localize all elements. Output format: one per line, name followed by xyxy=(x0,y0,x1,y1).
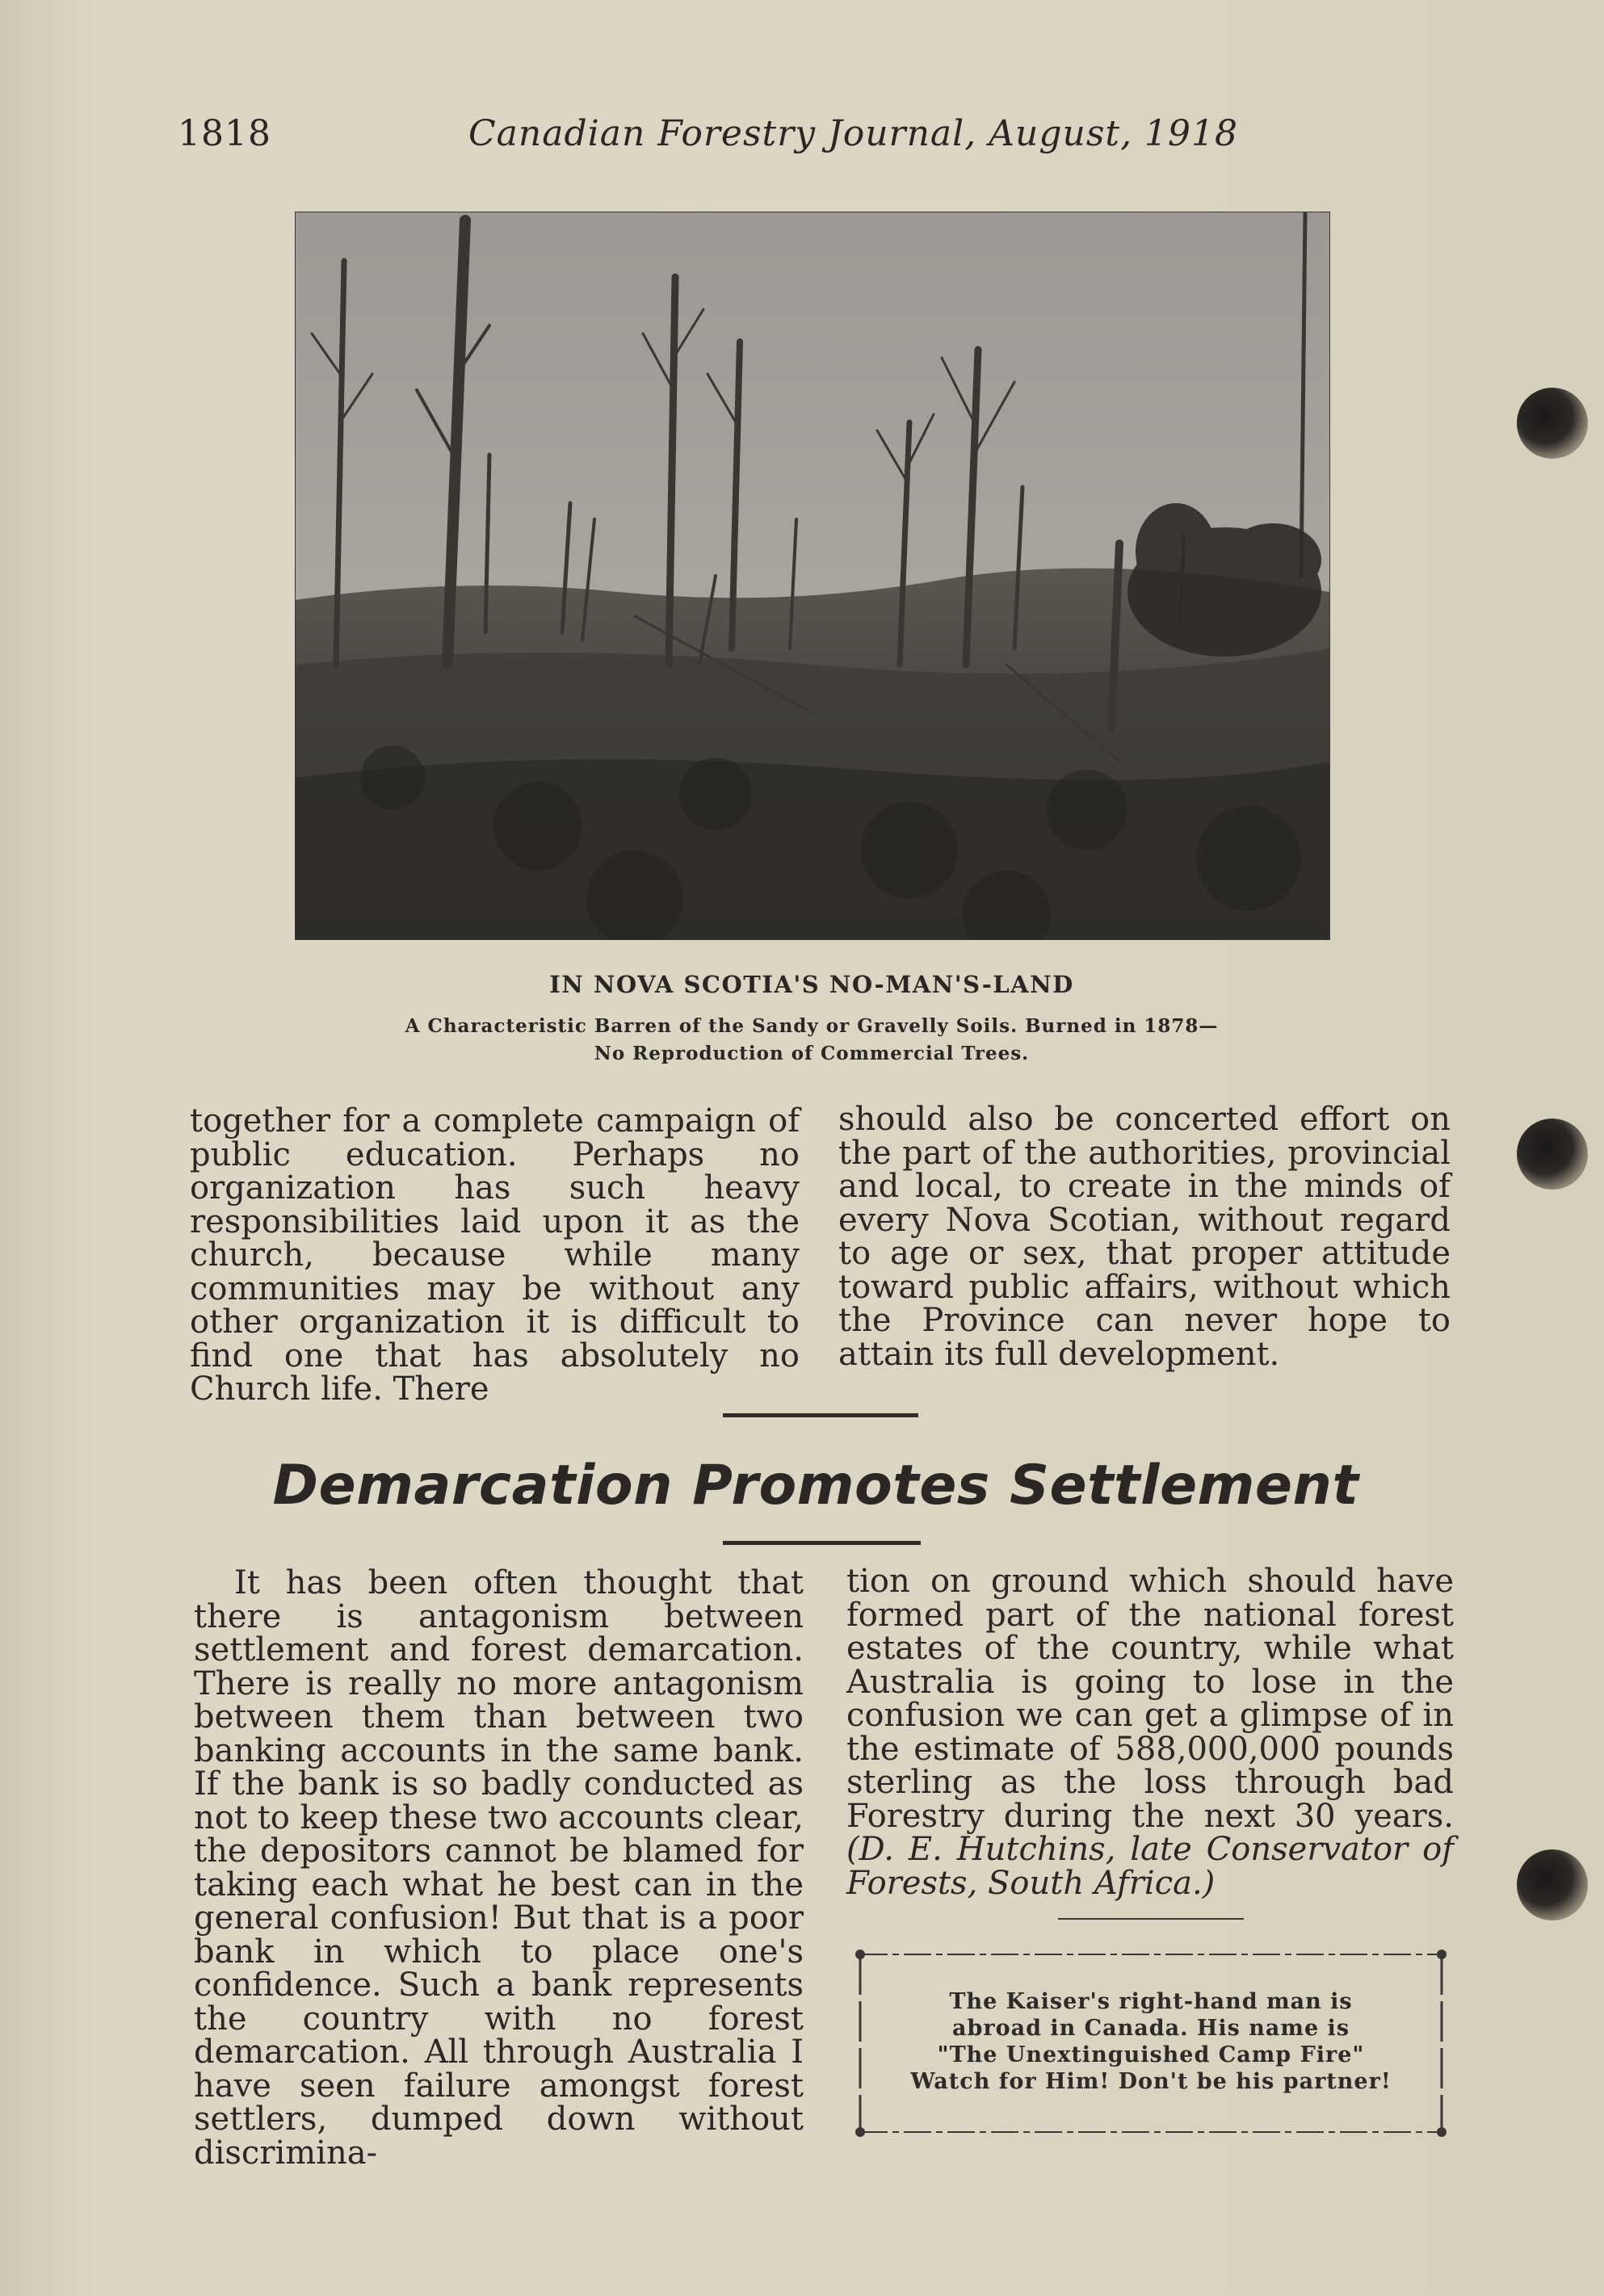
page-number: 1818 xyxy=(178,113,271,154)
caption-line-2: No Reproduction of Commercial Trees. xyxy=(594,1043,1030,1064)
notice-line-3: "The Unextinguished Camp Fire" xyxy=(937,2042,1365,2067)
article1-right-column xyxy=(838,1103,1451,1371)
burned-forest-photo xyxy=(295,212,1330,940)
notice-line-1: The Kaiser's right-hand man is xyxy=(949,1989,1353,2014)
article1-left-column xyxy=(190,1102,800,1408)
photo-illustration xyxy=(296,212,1329,939)
article-headline: Demarcation Promotes Settlement xyxy=(272,1454,1359,1517)
article2-right-paragraph xyxy=(846,1565,1454,1900)
notice-separator xyxy=(1058,1918,1244,1920)
divider-rule-bottom xyxy=(723,1541,921,1545)
article2-left-column xyxy=(194,1564,804,2172)
camp-fire-notice-box xyxy=(852,1946,1450,2140)
article2-left-text: It has been often thought that there is antagonism between settlement and forest demarcation. There is really no more antagonism between them than between two banking accounts in the same bank. If the bank is so badly conducted as not to keep these two accounts clear, the depositors cannot be blamed for taking each what he best can in the general confusion! But that is a poor bank in which to place one's confidence. Such a bank represents the country with no forest demarcation. All through Australia I have seen failure amongst forest settlers, dumped down without discrimina- xyxy=(194,1564,804,2172)
page-header xyxy=(178,113,1438,162)
divider-rule-top xyxy=(723,1413,918,1417)
notice-text xyxy=(884,1988,1417,2095)
caption-line-1: A Characteristic Barren of the Sandy or Gravelly Soils. Burned in 1878— xyxy=(405,1015,1219,1037)
notice-line-2: abroad in Canada. His name is xyxy=(951,2016,1350,2041)
article2-right-text: tion on ground which should have formed part of the national forest estates of the country, while what Australia is going to lose in the confusion we can get a glimpse of in the estimate of 588,000,000 pounds sterling as the loss through bad Forestry during the next 30 years. xyxy=(846,1563,1454,1835)
binder-hole-bottom xyxy=(1517,1849,1588,1920)
photo-caption-title: IN NOVA SCOTIA'S NO-MAN'S-LAND xyxy=(549,971,1074,998)
binder-hole-top xyxy=(1517,388,1588,459)
photo-caption-subtitle xyxy=(291,1013,1333,1068)
article1-right-text: should also be concerted effort on the part of the authorities, provincial and local, to create in the minds of every Nova Scotian, without regard to age or sex, that proper attitude toward public affairs, without which the Province can never hope to attain its full development. xyxy=(838,1101,1451,1373)
article1-left-text: together for a complete campaign of public education. Perhaps no organization has such heavy responsibilities laid upon it as the church, because while many communities may be without any other organization it is difficult to find one that has absolutely no Church life. There xyxy=(190,1102,800,1408)
journal-title: Canadian Forestry Journal, August, 1918 xyxy=(468,113,1239,154)
binder-hole-middle xyxy=(1517,1119,1588,1190)
notice-line-4: Watch for Him! Don't be his partner! xyxy=(910,2069,1392,2094)
article2-right-column xyxy=(846,1565,1454,1900)
article2-attribution: (D. E. Hutchins, late Conservator of Forests, South Africa.) xyxy=(846,1831,1454,1902)
